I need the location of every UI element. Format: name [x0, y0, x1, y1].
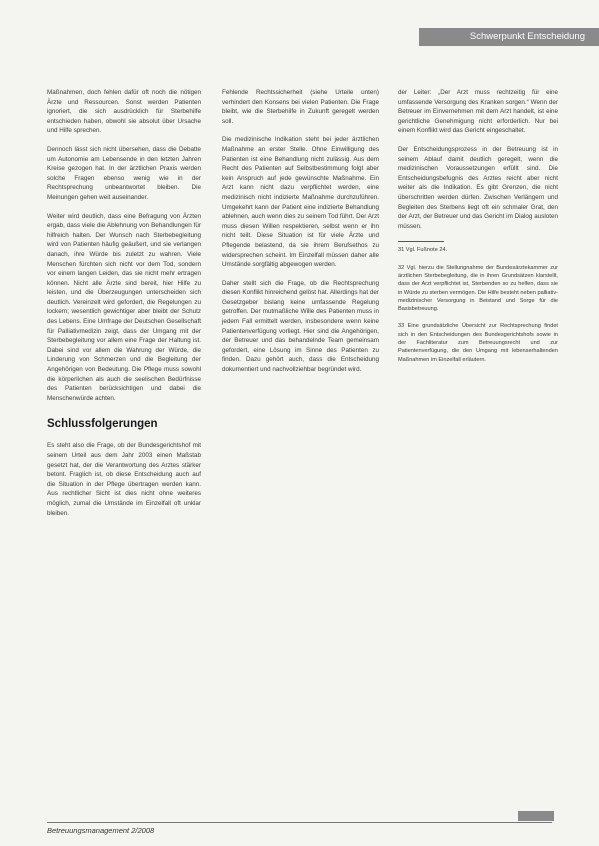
- text-column-3: [398, 88, 558, 373]
- paragraph: Die medizinische Indikation steht bei jeder ärztlichen Maßnahme an erster Stelle. Ohne Einwilligung des Patienten ist eine Behandlung nicht zulässig. Aus dem Recht des Patienten auf Selbstbestimmung folgt aber kein Anspruch auf jede gewünschte Maßnahme. Ein Arzt kann nicht dazu verpflichtet werden, eine medizinisch nicht indizierte Maßnahme durchzuführen. Umgekehrt kann der Patient eine indizierte Behandlung ablehnen, auch wenn dies zu seinem Tod führt. Der Arzt muss diesen Willen respektieren, selbst wenn er ihn nicht teilt. Diese Situation ist für viele Ärzte und Pflegende belastend, da sie ihrem Berufsethos zu widersprechen scheint. Im Einzelfall müssen daher alle Umstände sorgfältig abgewogen werden.: [222, 136, 379, 269]
- text-column-1: [47, 88, 201, 527]
- footnote: 32 Vgl. hierzu die Stellungnahme der Bundesärztekammer zur ärztlichen Sterbebegleitung, die in ihren Grundsätzen klarstellt, dass der Arzt verpflichtet ist, Sterbenden so zu helfen, dass sie in Würde zu sterben vermögen. Die Hilfe besteht neben palliativ-medizinischer Versorgung in Beistand und Sorge für die Basisbetreuung.: [398, 264, 558, 313]
- footnote-divider: [398, 241, 444, 242]
- footer-divider: [47, 822, 552, 823]
- paragraph: Fehlende Rechtssicherheit (siehe Urteile unten) verhindert den Konsens bei vielen Patienten. Die Frage bleibt, wie die Sterbehilfe in Zukunft geregelt werden soll.: [222, 89, 379, 125]
- paragraph: Dennoch lässt sich nicht übersehen, dass die Debatte um Autonomie am Lebensende in den letzten Jahren Kreise gezogen hat. In der ärztlichen Praxis werden solche Fragen ebenso wenig wie in der Rechtsprechung unbeantwortet bleiben. Die Meinungen gehen weit auseinander.: [47, 145, 201, 201]
- text-column-2: [222, 88, 379, 384]
- paragraph: Maßnahmen, doch fehlen dafür oft noch die nötigen Ärzte und Ressourcen. Sonst werden Patienten ignoriert, die sich ausdrücklich für Sterbehilfe entschieden haben, obwohl sie absolut über Ursache und Hilfe sprechen.: [47, 89, 201, 135]
- paragraph: der Leiter: „Der Arzt muss rechtzeitig für eine umfassende Versorgung des Kranken sorgen.“ Wenn der Betreuer im Einvernehmen mit dem Arzt handelt, ist eine gerichtliche Genehmigung nicht erforderlich. Nur bei einem Konflikt wird das Gericht eingeschaltet.: [398, 89, 558, 135]
- footnote: 33 Eine grundsätzliche Übersicht zur Rechtsprechung findet sich in den Entscheidungen des Bundesgerichtshofs sowie in der Fachliteratur zum Betreuungsrecht und zur Patientenverfügung, die den Umgang mit lebenserhaltenden Maßnahmen im Einzelfall erläutern.: [398, 323, 558, 363]
- section-heading: Schlussfolgerungen: [47, 418, 158, 431]
- paragraph: Der Entscheidungsprozess in der Betreuung ist in seinem Ablauf damit deutlich geregelt, wenn die medizinischen Voraussetzungen erfüllt sind. Die Entscheidungsbefugnis des Arztes reicht aber nicht weiter als die Indikation. Es gibt Grenzen, die nicht überschritten werden dürfen. Zwischen Verlängern und Begleiten des Sterbens liegt oft ein schmaler Grat, den der Arzt, der Betreuer und das Gericht im Dialog ausloten müssen.: [398, 145, 558, 230]
- footnote: 31 Vgl. Fußnote 24.: [398, 247, 448, 254]
- paragraph: Es steht also die Frage, ob der Bundesgerichtshof mit seinem Urteil aus dem Jahr 2003 einen Maßstab gesetzt hat, der die Verantwortung des Arztes stärker betont. Fraglich ist, ob diese Entscheidung auch auf die Situation in der Pflege übertragen werden kann. Aus rechtlicher Sicht ist dies nicht ohne weiteres möglich, zumal die Umstände im Einzelfall oft unklar bleiben.: [47, 442, 201, 517]
- page-number-tab: [518, 811, 554, 821]
- journal-footer: Betreuungsmanagement 2/2008: [47, 826, 155, 835]
- running-header: Schwerpunkt Entscheidung: [419, 28, 599, 46]
- paragraph: Daher stellt sich die Frage, ob die Rechtsprechung diesen Konflikt hinreichend gelöst hat. Allerdings hat der Gesetzgeber bislang keine umfassende Regelung getroffen. Der mutmaßliche Wille des Patienten muss in jedem Fall ermittelt werden, insbesondere wenn keine Patientenverfügung vorliegt. Hier sind die Angehörigen, der Betreuer und das behandelnde Team gemeinsam gefordert, eine Lösung im Sinne des Patienten zu finden. Dazu gehört auch, dass die Entscheidung dokumentiert und nachvollziehbar begründet wird.: [222, 279, 379, 374]
- paragraph: Weiter wird deutlich, dass eine Befragung von Ärzten ergab, dass viele die Ablehnung von Behandlungen für hilfreich halten. Der Wunsch nach Sterbebegleitung wird von Patienten häufig geäußert, und sie verlangen danach, ihre Würde bis zuletzt zu wahren. Viele Menschen fürchten sich nicht vor dem Tod, sondern vor einem langen Leiden, das sie nicht mehr ertragen können. Nicht alle Ärzte sind bereit, hier Hilfe zu leisten, und die Überzeugungen unterscheiden sich deutlich. Vereinzelt wird gefordert, die Regelungen zu lockern; wesentlich gewichtiger aber bleibt der Schutz des Lebens. Eine Umfrage der Deutschen Gesellschaft für Palliativmedizin zeigt, dass der Umgang mit der Sterbebegleitung vor allem eine Frage der Haltung ist. Dabei sind vor allem die Wahrung der Würde, die Linderung von Schmerzen und die Begleitung der Angehörigen von Bedeutung. Die Pflege muss sowohl die körperlichen als auch die seelischen Bedürfnisse des Patienten berücksichtigen und dabei die Menschenwürde achten.: [47, 212, 201, 402]
